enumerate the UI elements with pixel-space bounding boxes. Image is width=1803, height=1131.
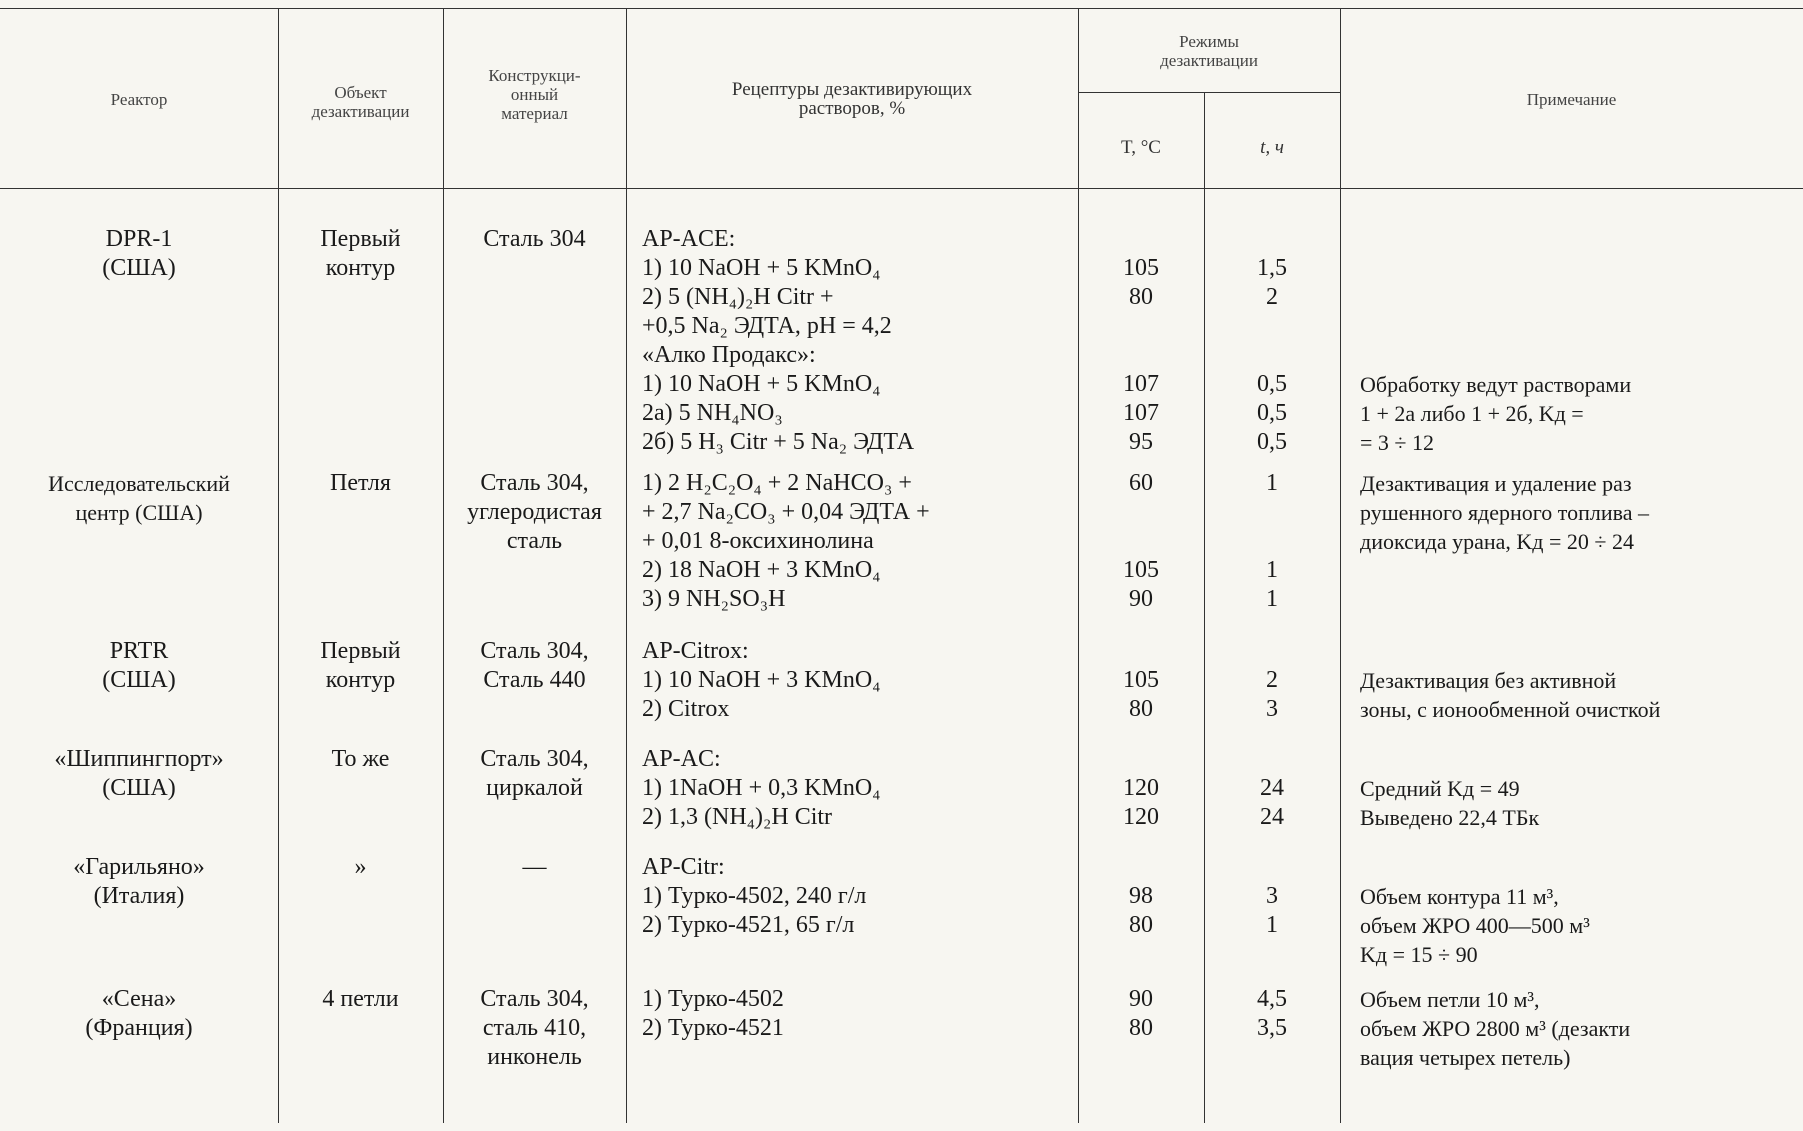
- row2-note: Дезактивация и удаление раз рушенного ядерного топлива – диоксида урана, Kд = 20 ÷ 24: [1360, 471, 1649, 554]
- row2-object: Петля: [330, 470, 391, 496]
- row3-material: Сталь 304, Сталь 440: [480, 638, 589, 693]
- top-rule: [0, 8, 1803, 9]
- header-object: Объект дезактивации: [311, 83, 410, 121]
- row4-note: Средний Kд = 49 Выведено 22,4 ТБк: [1360, 776, 1540, 830]
- row6-note: Объем петли 10 м³, объем ЖРО 2800 м³ (дезакти вация четырех петель): [1360, 987, 1631, 1070]
- row3-reactor: PRTR (США): [102, 638, 176, 693]
- row1-recipes: AP-ACE: 1) 10 NaOH + 5 KMnO₄ 2) 5 (NH₄)₂H Citr + +0,5 Na₂ ЭДТА, pH = 4,2 «Алко Продакс»: 1) 10 NaOH + 5 KMnO₄ 2а) 5 NH₄NO₃ 2б) 5 H₃ Citr + 5 Na₂ ЭДТА: [642, 226, 915, 455]
- row4-object: То же: [331, 746, 390, 772]
- row5-object: »: [354, 854, 367, 880]
- col-rule-2: [443, 8, 444, 1123]
- row6-material: Сталь 304, сталь 410, инконель: [480, 986, 589, 1070]
- header-modes: Режимы дезактивации: [1160, 32, 1258, 70]
- header-recipes: Рецептуры дезактивирующих растворов, %: [731, 79, 973, 119]
- row6-reactor: «Сена» (Франция): [85, 986, 193, 1041]
- row2-times: 1 1 1: [1266, 470, 1278, 612]
- header-time: t, ч: [1260, 137, 1284, 158]
- row6-recipes: 1) Турко-4502 2) Турко-4521: [642, 986, 784, 1041]
- row3-note: Дезактивация без активной зоны, с ионообменной очисткой: [1360, 668, 1661, 722]
- row4-material: Сталь 304, циркалой: [480, 746, 589, 801]
- row3-times: 2 3: [1266, 667, 1278, 722]
- row4-reactor: «Шиппингпорт» (США): [54, 746, 224, 801]
- row1-reactor: DPR-1 (США): [102, 226, 176, 281]
- row2-reactor: Исследовательский центр (США): [48, 471, 230, 525]
- header-reactor: Реактор: [110, 90, 168, 109]
- row6-times: 4,5 3,5: [1257, 986, 1287, 1041]
- row2-material: Сталь 304, углеродистая сталь: [467, 470, 602, 554]
- row5-recipes: AP-Citr: 1) Турко-4502, 240 г/л 2) Турко-4521, 65 г/л: [642, 854, 867, 938]
- modes-divider: [1078, 92, 1340, 93]
- row4-temps: 120 120: [1123, 775, 1159, 830]
- row2-recipes: 1) 2 H₂C₂O₄ + 2 NaHCO₃ + + 2,7 Na₂CO₃ + 0,04 ЭДТА + + 0,01 8-оксихинолина 2) 18 NaOH + 3 KMnO₄ 3) 9 NH₂SO₃H: [642, 470, 930, 612]
- row5-temps: 98 80: [1129, 883, 1153, 938]
- row3-recipes: AP-Citrox: 1) 10 NaOH + 3 KMnO₄ 2) Citrox: [642, 638, 881, 722]
- row1-note: Обработку ведут растворами 1 + 2а либо 1 + 2б, Kд = = 3 ÷ 12: [1360, 372, 1632, 455]
- row5-note: Объем контура 11 м³, объем ЖРО 400—500 м³ Kд = 15 ÷ 90: [1360, 884, 1590, 967]
- col-rule-6: [1340, 8, 1341, 1123]
- row1-material: Сталь 304: [483, 226, 586, 252]
- row5-times: 3 1: [1266, 883, 1278, 938]
- row3-temps: 105 80: [1123, 667, 1159, 722]
- header-material: Конструкци- онный материал: [488, 66, 581, 123]
- col-rule-3: [626, 8, 627, 1123]
- row6-temps: 90 80: [1129, 986, 1153, 1041]
- row5-reactor: «Гарильяно» (Италия): [73, 854, 205, 909]
- header-bottom-rule: [0, 188, 1803, 189]
- row3-object: Первый контур: [320, 638, 401, 693]
- row1-times: 1,5 2 0,5 0,5 0,5: [1257, 255, 1287, 455]
- header-temp: T, °С: [1121, 137, 1161, 158]
- header-note: Примечание: [1526, 90, 1617, 109]
- col-rule-1: [278, 8, 279, 1123]
- row4-recipes: AP-AC: 1) 1NaOH + 0,3 KMnO₄ 2) 1,3 (NH₄)₂H Citr: [642, 746, 881, 830]
- row2-temps: 60 105 90: [1123, 470, 1159, 612]
- row5-material: —: [522, 854, 547, 880]
- row4-times: 24 24: [1260, 775, 1284, 830]
- row6-object: 4 петли: [322, 986, 399, 1012]
- row1-temps: 105 80 107 107 95: [1123, 255, 1159, 455]
- row1-object: Первый контур: [320, 226, 401, 281]
